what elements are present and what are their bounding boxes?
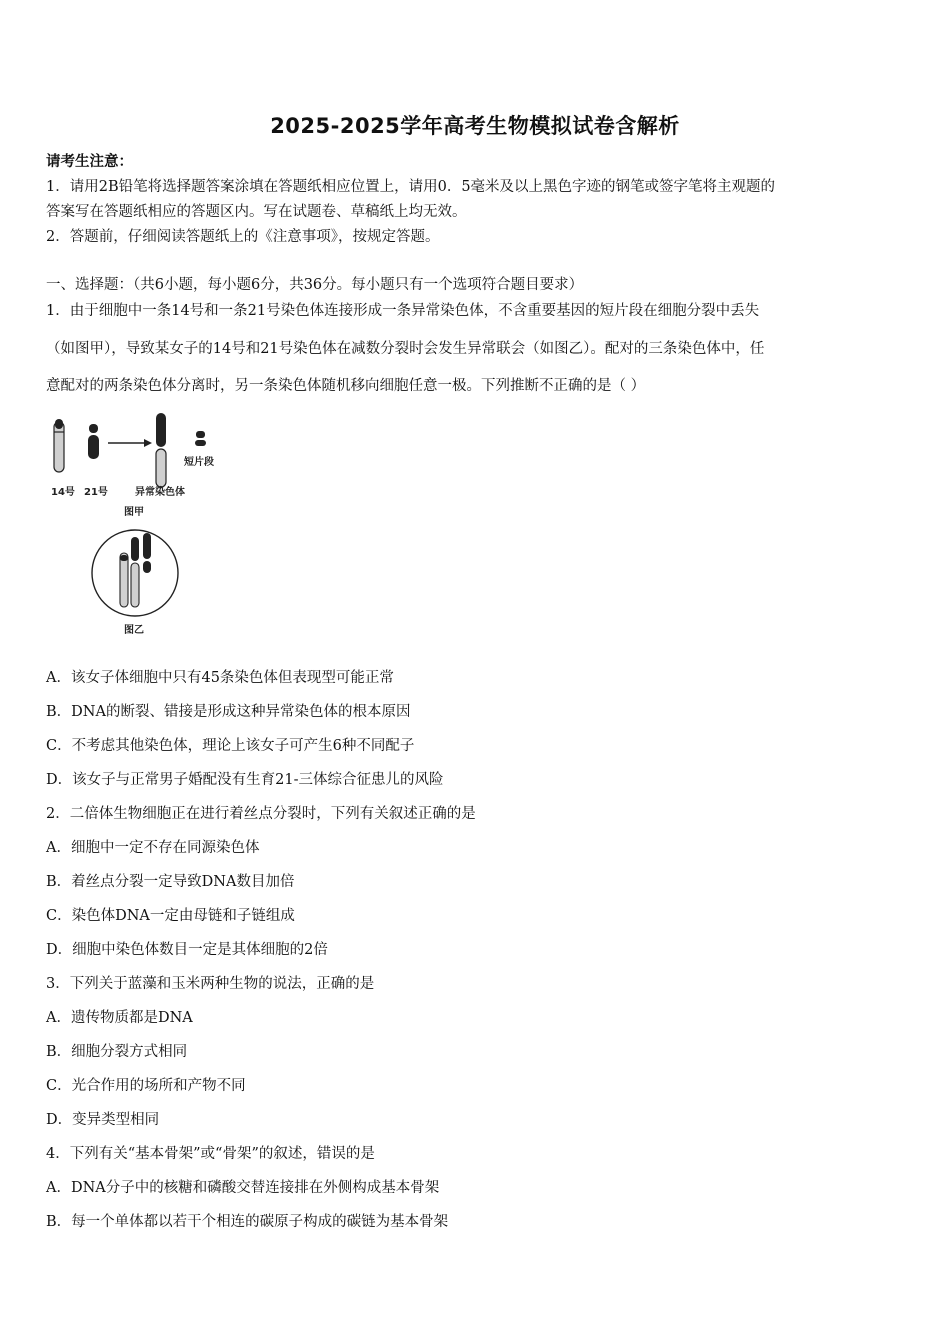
question-2-option-d[interactable]: D．细胞中染色体数目一定是其体细胞的2倍 [46, 942, 328, 958]
question-2-option-c[interactable]: C．染色体DNA一定由母链和子链组成 [46, 908, 295, 924]
question-1-option-a[interactable]: A．该女子体细胞中只有45条染色体但表现型可能正常 [46, 670, 394, 686]
question-1-stem-line-2: （如图甲），导致某女子的14号和21号染色体在减数分裂时会发生异常联会（如图乙）。配对的三条染色体中，任 [46, 341, 765, 357]
question-2-stem: 2．二倍体生物细胞正在进行着丝点分裂时，下列有关叙述正确的是 [46, 806, 476, 822]
question-2-option-b[interactable]: B．着丝点分裂一定导致DNA数目加倍 [46, 874, 295, 890]
question-3-option-c[interactable]: C．光合作用的场所和产物不同 [46, 1078, 246, 1094]
arrow-icon [108, 439, 152, 447]
synapsis-cell [92, 530, 178, 616]
label-abnormal: 异常染色体 [135, 487, 185, 498]
notice-heading: 请考生注意： [46, 153, 133, 170]
chromosome-21 [88, 424, 99, 459]
label-21: 21号 [84, 487, 108, 498]
question-4-stem: 4．下列有关“基本骨架”或“骨架”的叙述，错误的是 [46, 1146, 375, 1162]
question-1-option-b[interactable]: B．DNA的断裂、错接是形成这种异常染色体的根本原因 [46, 704, 411, 720]
notice-item-2: 2．答题前，仔细阅读答题纸上的《注意事项》，按规定答题。 [46, 229, 440, 245]
caption-figure-b: 图乙 [124, 625, 144, 636]
abnormal-chromosome [156, 413, 166, 487]
question-1-stem-line-1: 1．由于细胞中一条14号和一条21号染色体连接形成一条异常染色体，不含重要基因的短片段在细胞分裂中丢失 [46, 303, 760, 319]
notice-item-1b: 答案写在答题纸相应的答题区内。写在试题卷、草稿纸上均无效。 [46, 204, 467, 220]
question-4-option-b[interactable]: B．每一个单体都以若干个相连的碳原子构成的碳链为基本骨架 [46, 1214, 449, 1230]
question-4-option-a[interactable]: A．DNA分子中的核糖和磷酸交替连接排在外侧构成基本骨架 [46, 1180, 440, 1196]
question-1-stem-line-3: 意配对的两条染色体分离时，另一条染色体随机移向细胞任意一极。下列推断不正确的是（ ） [46, 378, 646, 394]
caption-figure-a: 图甲 [124, 507, 144, 518]
notice-item-1a: 1．请用2B铅笔将选择题答案涂填在答题纸相应位置上，请用0．5毫米及以上黑色字迹的钢笔或签字笔将主观题的 [46, 179, 776, 195]
question-3-stem: 3．下列关于蓝藻和玉米两种生物的说法，正确的是 [46, 976, 375, 992]
question-1-option-c[interactable]: C．不考虑其他染色体，理论上该女子可产生6种不同配子 [46, 738, 415, 754]
chromosome-figure [40, 405, 240, 645]
label-short-fragment: 短片段 [184, 457, 214, 468]
question-2-option-a[interactable]: A．细胞中一定不存在同源染色体 [46, 840, 260, 856]
question-3-option-b[interactable]: B．细胞分裂方式相同 [46, 1044, 188, 1060]
question-1-option-d[interactable]: D．该女子与正常男子婚配没有生育21-三体综合征患儿的风险 [46, 772, 444, 788]
section-heading: 一、选择题：（共6小题，每小题6分，共36分。每小题只有一个选项符合题目要求） [46, 277, 584, 293]
question-3-option-a[interactable]: A．遗传物质都是DNA [46, 1010, 193, 1026]
question-3-option-d[interactable]: D．变异类型相同 [46, 1112, 160, 1128]
label-14: 14号 [51, 487, 75, 498]
chromosome-14 [54, 419, 64, 472]
page-title: 2025-2025学年高考生物模拟试卷含解析 [270, 114, 680, 138]
short-fragment [195, 431, 206, 446]
